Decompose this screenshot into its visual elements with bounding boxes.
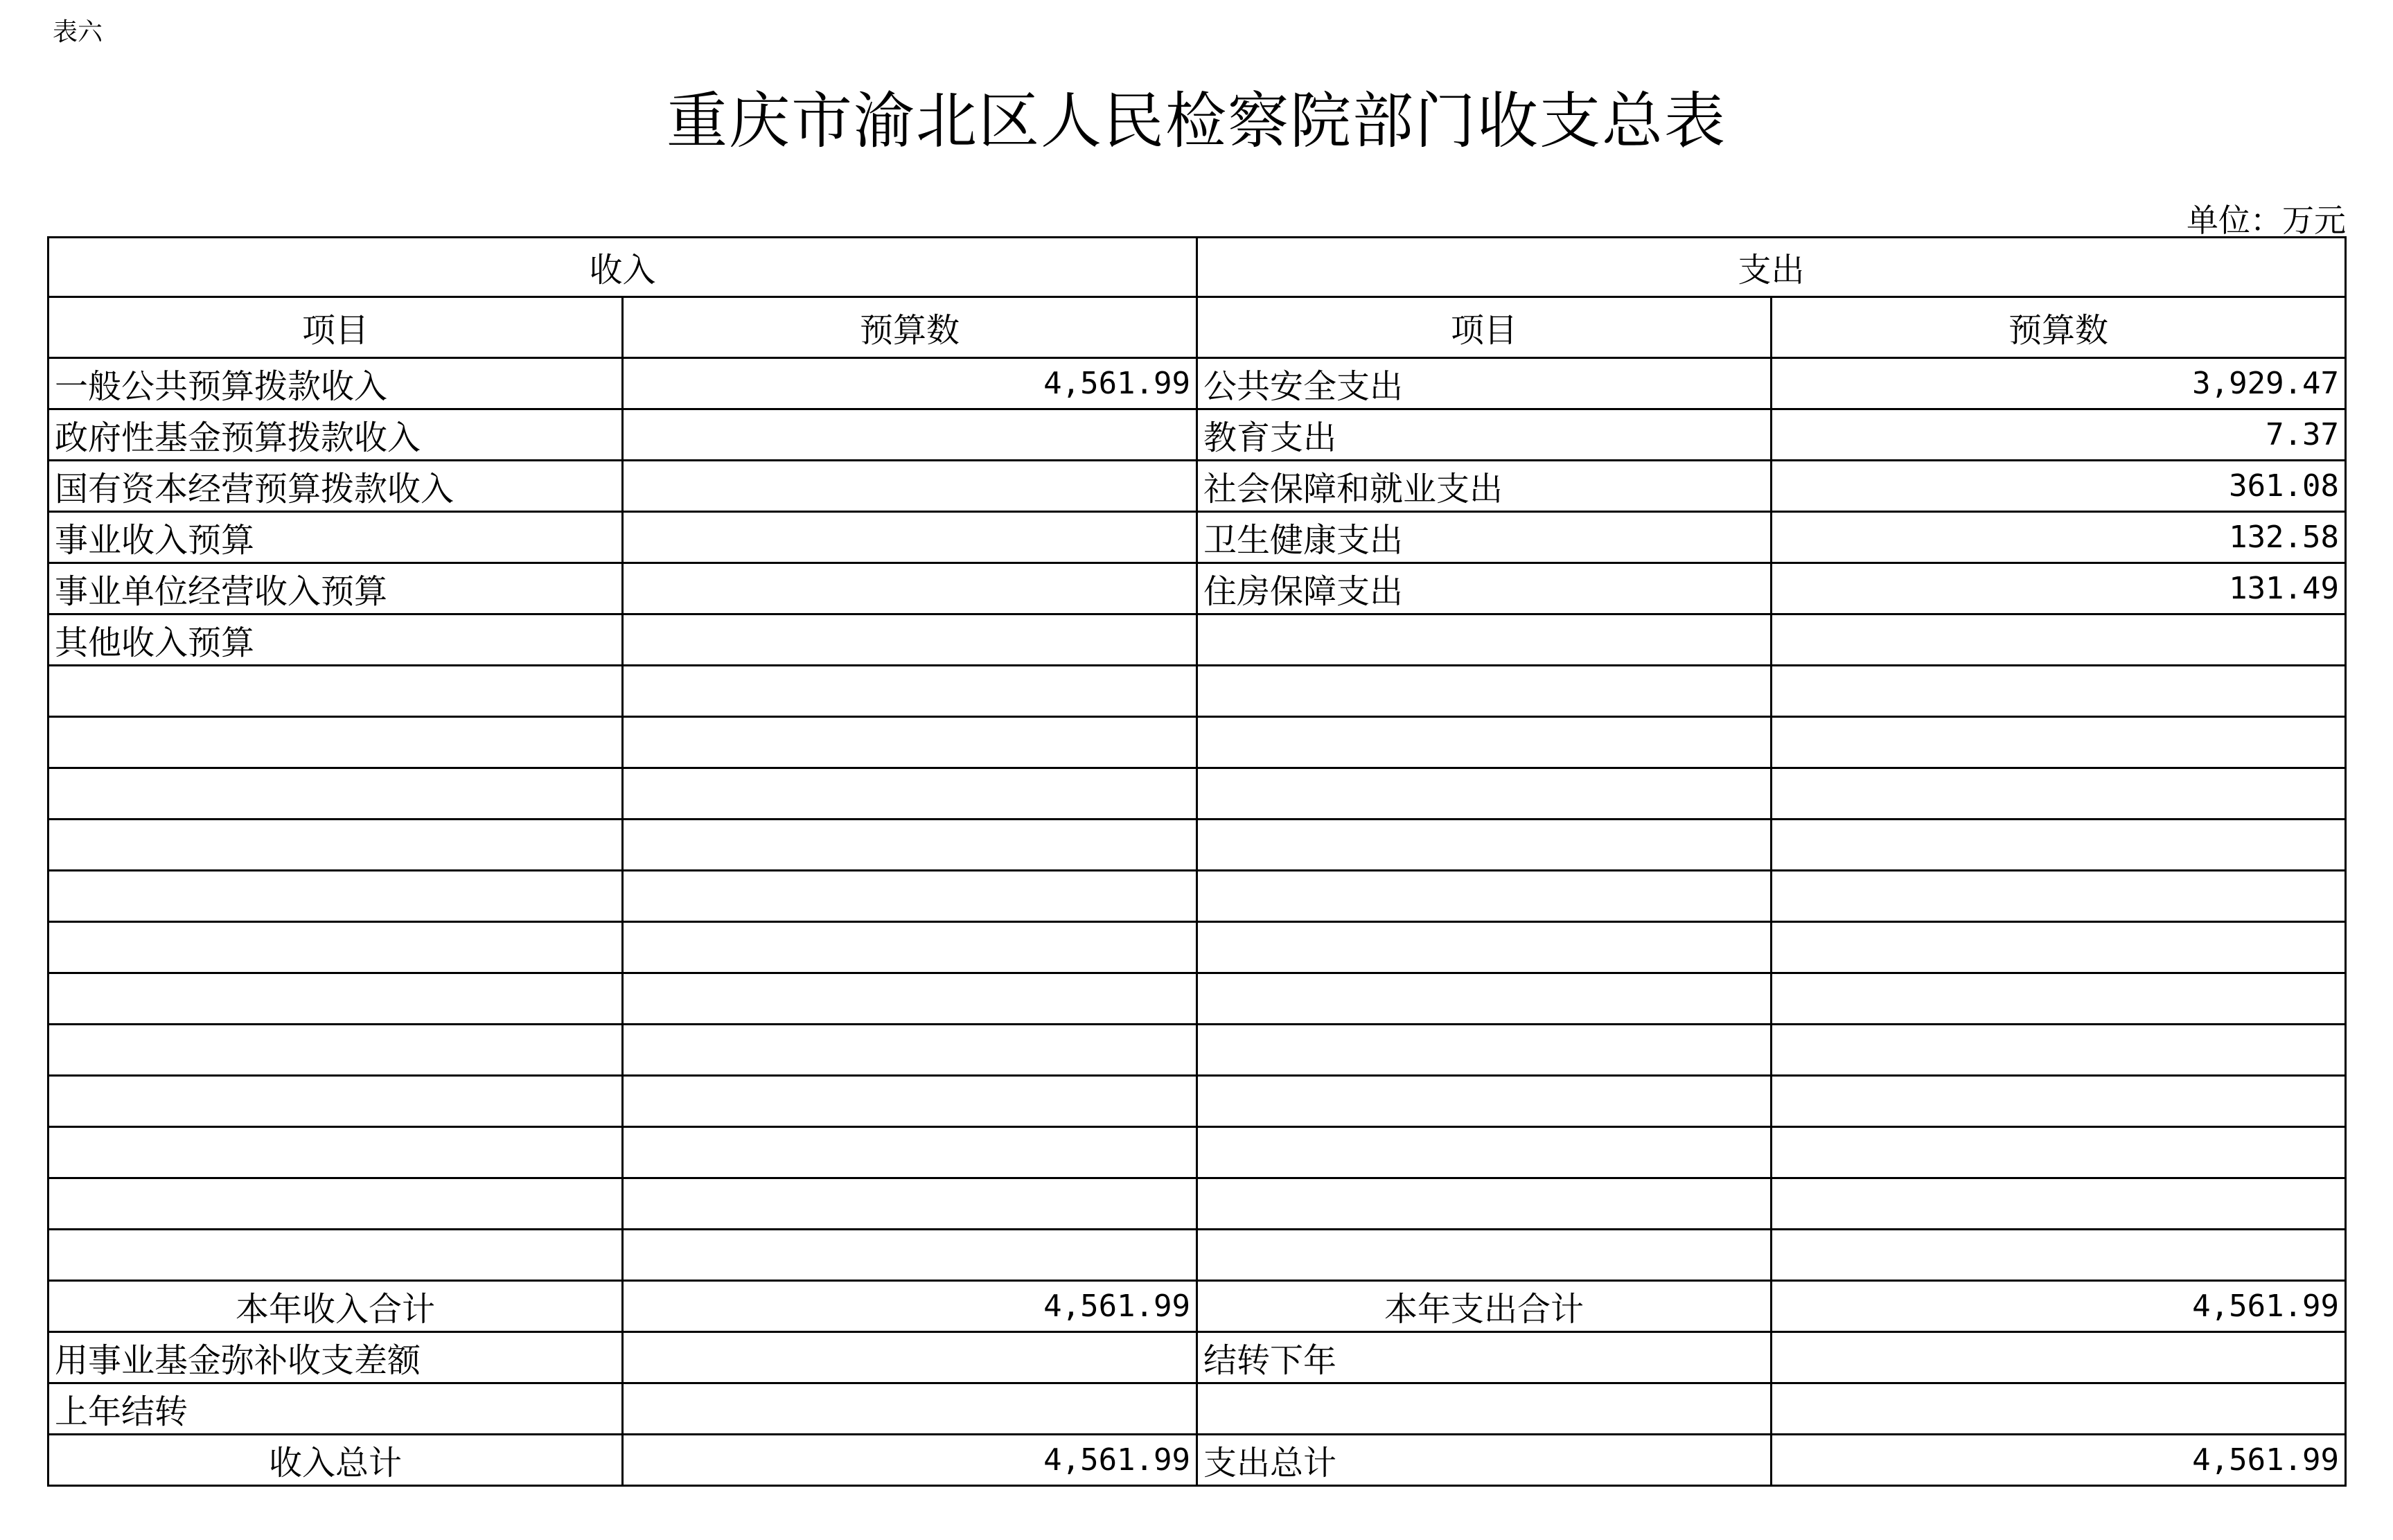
expense-item-cell: 社会保障和就业支出 — [1197, 461, 1772, 512]
income-amount-cell — [623, 973, 1197, 1025]
year-total-row — [48, 1281, 2346, 1332]
header-row-columns — [48, 297, 2346, 358]
income-amount-cell: 4,561.99 — [623, 358, 1197, 409]
budget-table — [47, 236, 2347, 1487]
income-amount-cell — [623, 1076, 1197, 1127]
page-label: 表六 — [53, 18, 103, 46]
grand-total-row — [48, 1435, 2346, 1486]
expense-item-cell: 公共安全支出 — [1197, 358, 1772, 409]
income-item-cell: 其他收入预算 — [48, 614, 623, 666]
expense-total-label: 支出总计 — [1197, 1435, 1772, 1486]
table-row — [48, 461, 2346, 512]
empty-cell — [1197, 1383, 1772, 1435]
prior-year-carry-value — [623, 1383, 1197, 1435]
income-item-cell: 事业单位经营收入预算 — [48, 563, 623, 614]
expense-section-header: 支出 — [1197, 238, 2346, 297]
expense-amount-cell: 3,929.47 — [1772, 358, 2346, 409]
table-row — [48, 409, 2346, 461]
expense-amount-cell — [1772, 820, 2346, 871]
expense-item-cell — [1197, 666, 1772, 717]
table-row — [48, 871, 2346, 922]
income-total-value: 4,561.99 — [623, 1435, 1197, 1486]
expense-item-cell — [1197, 820, 1772, 871]
income-item-cell — [48, 717, 623, 768]
table-row — [48, 1230, 2346, 1281]
prior-year-carry-label: 上年结转 — [48, 1383, 623, 1435]
expense-amount-cell: 131.49 — [1772, 563, 2346, 614]
unit-label: 单位：万元 — [2187, 202, 2346, 239]
table-body — [48, 358, 2346, 1281]
expense-amount-cell — [1772, 1127, 2346, 1178]
table-row — [48, 666, 2346, 717]
income-total-label: 收入总计 — [48, 1435, 623, 1486]
expense-item-cell — [1197, 871, 1772, 922]
expense-item-cell — [1197, 973, 1772, 1025]
expense-amount-cell — [1772, 666, 2346, 717]
income-amount-cell — [623, 1230, 1197, 1281]
table-row — [48, 358, 2346, 409]
income-amount-cell — [623, 409, 1197, 461]
income-item-cell: 国有资本经营预算拨款收入 — [48, 461, 623, 512]
expense-amount-cell: 132.58 — [1772, 512, 2346, 563]
fund-offset-value — [623, 1332, 1197, 1383]
income-item-cell — [48, 666, 623, 717]
prior-year-carry-row — [48, 1383, 2346, 1435]
income-section-header: 收入 — [48, 238, 1197, 297]
expense-amount-cell — [1772, 614, 2346, 666]
income-item-cell — [48, 871, 623, 922]
expense-budget-header: 预算数 — [1772, 297, 2346, 358]
empty-cell — [1772, 1383, 2346, 1435]
expense-total-value: 4,561.99 — [1772, 1435, 2346, 1486]
income-amount-cell — [623, 563, 1197, 614]
table-row — [48, 563, 2346, 614]
income-item-cell — [48, 768, 623, 820]
carry-forward-next-value — [1772, 1332, 2346, 1383]
table-row — [48, 922, 2346, 973]
fund-offset-label: 用事业基金弥补收支差额 — [48, 1332, 623, 1383]
expense-amount-cell — [1772, 1178, 2346, 1230]
income-amount-cell — [623, 871, 1197, 922]
income-item-cell — [48, 1230, 623, 1281]
expense-amount-cell — [1772, 871, 2346, 922]
income-item-cell — [48, 1076, 623, 1127]
income-item-cell — [48, 973, 623, 1025]
table-row — [48, 820, 2346, 871]
table-row — [48, 1127, 2346, 1178]
table-row — [48, 1076, 2346, 1127]
page-title: 重庆市渝北区人民检察院部门收支总表 — [666, 85, 1727, 157]
expense-amount-cell — [1772, 922, 2346, 973]
expense-item-cell — [1197, 614, 1772, 666]
income-item-cell: 事业收入预算 — [48, 512, 623, 563]
expense-amount-cell — [1772, 1076, 2346, 1127]
income-amount-cell — [623, 666, 1197, 717]
table-row — [48, 973, 2346, 1025]
expense-item-cell: 卫生健康支出 — [1197, 512, 1772, 563]
expense-item-cell: 教育支出 — [1197, 409, 1772, 461]
income-item-cell — [48, 1127, 623, 1178]
expense-item-cell — [1197, 717, 1772, 768]
income-amount-cell — [623, 717, 1197, 768]
income-amount-cell — [623, 614, 1197, 666]
expense-item-cell — [1197, 1025, 1772, 1076]
carry-forward-next-label: 结转下年 — [1197, 1332, 1772, 1383]
table-row — [48, 717, 2346, 768]
income-amount-cell — [623, 512, 1197, 563]
expense-item-header: 项目 — [1197, 297, 1772, 358]
year-income-label: 本年收入合计 — [48, 1281, 623, 1332]
expense-item-cell — [1197, 922, 1772, 973]
expense-item-cell — [1197, 1178, 1772, 1230]
expense-item-cell — [1197, 1076, 1772, 1127]
income-amount-cell — [623, 922, 1197, 973]
income-budget-header: 预算数 — [623, 297, 1197, 358]
expense-item-cell — [1197, 768, 1772, 820]
income-amount-cell — [623, 1127, 1197, 1178]
income-amount-cell — [623, 820, 1197, 871]
expense-amount-cell — [1772, 717, 2346, 768]
table-row — [48, 614, 2346, 666]
income-item-cell — [48, 820, 623, 871]
expense-amount-cell: 361.08 — [1772, 461, 2346, 512]
expense-item-cell — [1197, 1230, 1772, 1281]
expense-amount-cell — [1772, 973, 2346, 1025]
year-income-value: 4,561.99 — [623, 1281, 1197, 1332]
table-totals — [48, 1281, 2346, 1486]
year-expense-value: 4,561.99 — [1772, 1281, 2346, 1332]
income-item-cell — [48, 1178, 623, 1230]
table-row — [48, 1025, 2346, 1076]
income-amount-cell — [623, 768, 1197, 820]
income-item-cell: 政府性基金预算拨款收入 — [48, 409, 623, 461]
expense-item-cell — [1197, 1127, 1772, 1178]
income-amount-cell — [623, 461, 1197, 512]
expense-item-cell: 住房保障支出 — [1197, 563, 1772, 614]
table-row — [48, 512, 2346, 563]
income-item-cell: 一般公共预算拨款收入 — [48, 358, 623, 409]
income-item-cell — [48, 1025, 623, 1076]
expense-amount-cell: 7.37 — [1772, 409, 2346, 461]
header-row-sections — [48, 238, 2346, 297]
income-item-header: 项目 — [48, 297, 623, 358]
expense-amount-cell — [1772, 768, 2346, 820]
income-item-cell — [48, 922, 623, 973]
table-row — [48, 1178, 2346, 1230]
income-amount-cell — [623, 1025, 1197, 1076]
expense-amount-cell — [1772, 1230, 2346, 1281]
year-expense-label: 本年支出合计 — [1197, 1281, 1772, 1332]
expense-amount-cell — [1772, 1025, 2346, 1076]
table-row — [48, 768, 2346, 820]
fund-offset-row — [48, 1332, 2346, 1383]
income-amount-cell — [623, 1178, 1197, 1230]
